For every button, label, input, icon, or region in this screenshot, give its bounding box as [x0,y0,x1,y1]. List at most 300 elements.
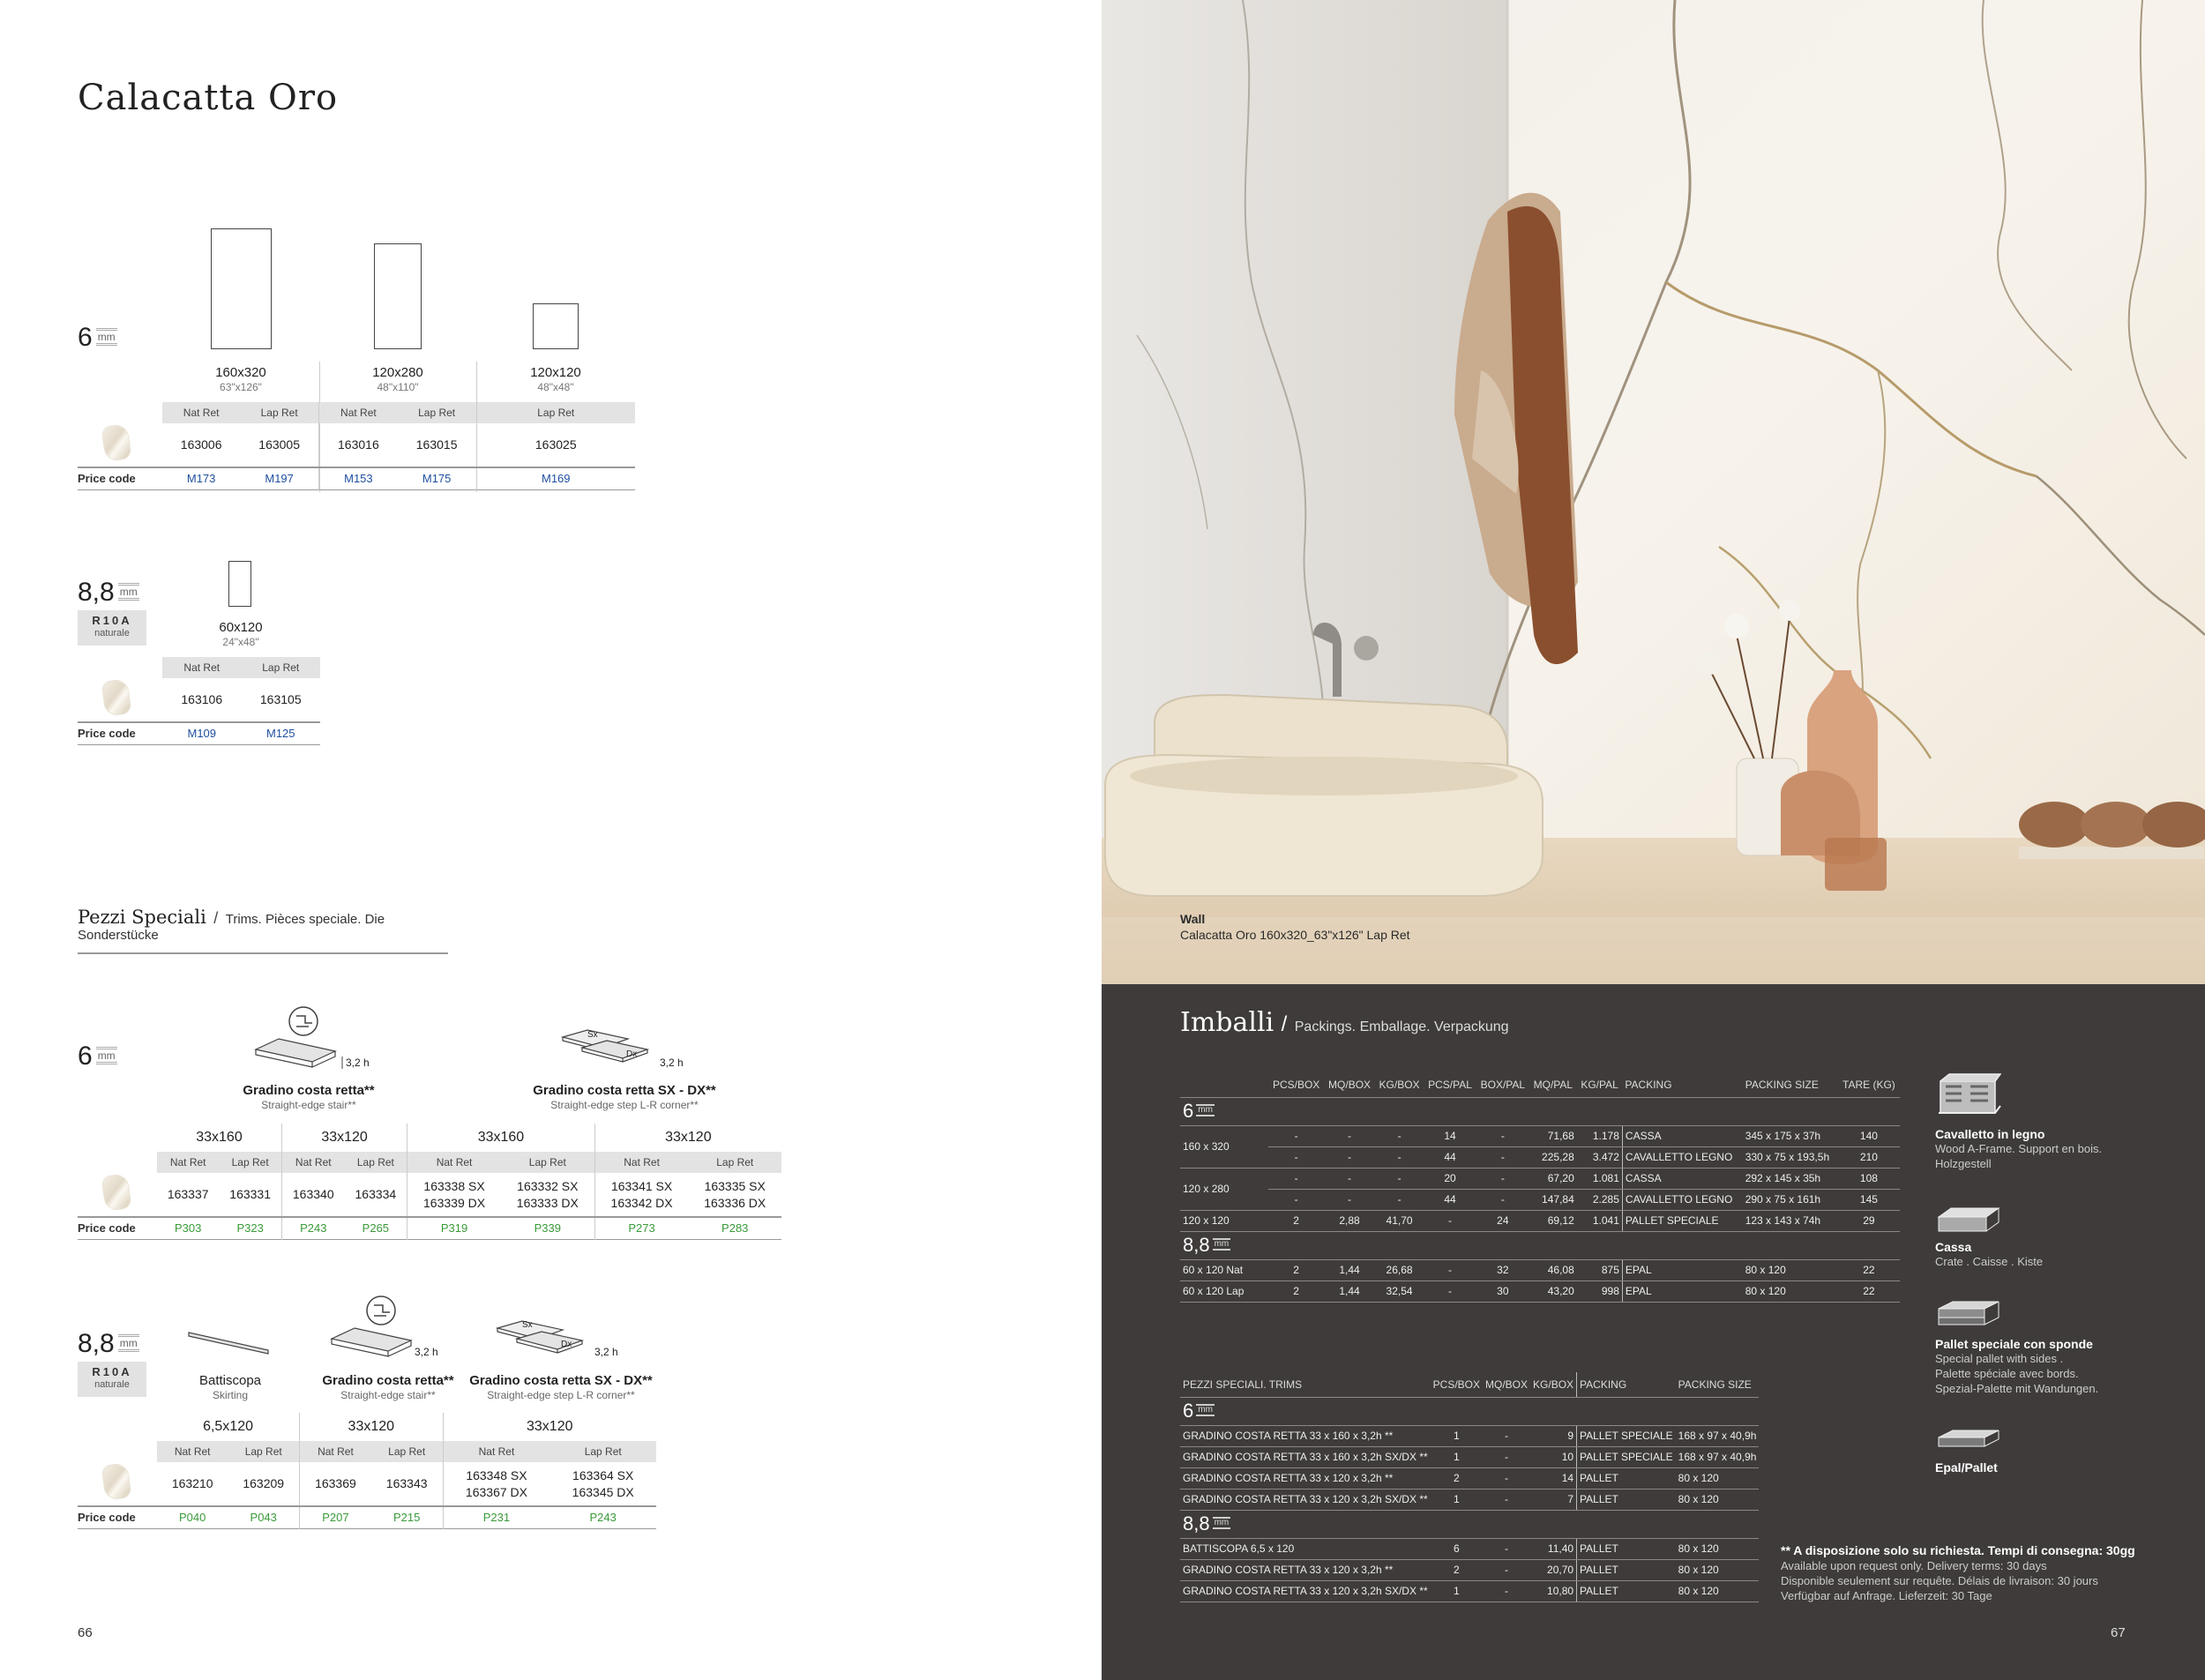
row-size: 60 x 120 Nat [1180,1259,1268,1281]
col-header: Nat Ret [594,1152,688,1173]
product-code: 163367 DX [465,1484,527,1499]
cell: 875 [1577,1259,1623,1281]
col-header: PACKING [1622,1072,1742,1097]
cell: 2,88 [1324,1210,1375,1231]
trim-label-stair [176,1083,441,1113]
note-text: Disponible seulement sur requête. Délais de livraison: 30 jours [1781,1574,2098,1587]
product-code: 163332 SX [517,1178,579,1193]
cell: - [1324,1168,1375,1189]
product-code: 163338 SX [423,1178,485,1193]
skirting-icon [185,1327,273,1359]
col-header: Lap Ret [242,657,321,678]
cell: 1 [1431,1425,1483,1446]
price-code: P339 [501,1217,594,1239]
legend-crate [1935,1240,2043,1269]
col-header: MQ/PAL [1529,1072,1577,1097]
cell: - [1324,1146,1375,1168]
group-6mm [1183,1401,1756,1421]
col-header: KG/BOX [1530,1372,1577,1397]
product-code: 163342 DX [610,1195,673,1210]
mm-unit: mm [118,1334,139,1352]
cell: 44 [1424,1189,1476,1210]
price-code: P040 [157,1506,228,1528]
legend-text: Crate . Caisse . Kiste [1935,1255,2044,1268]
cell: 80 x 120 [1676,1559,1760,1580]
cell: 46,08 [1529,1259,1577,1281]
col-header: TARE (KG) [1838,1072,1900,1097]
product-code: 163336 DX [704,1195,766,1210]
price-code: P303 [157,1217,219,1239]
legend-text: Special pallet with sides . [1935,1352,2064,1365]
cell: - [1483,1580,1530,1602]
price-code: P323 [219,1217,281,1239]
cell: 1,44 [1324,1281,1375,1302]
legend-title: Cassa [1935,1240,1972,1254]
group-6mm [1183,1101,1897,1121]
cell: CAVALLETTO LEGNO [1622,1189,1742,1210]
product-code: 163343 [385,1476,428,1490]
product-code: 163005 [258,437,300,452]
photo-caption [1180,911,1410,943]
cell: 1.178 [1577,1125,1623,1146]
cell: 998 [1577,1281,1623,1302]
cell: 71,68 [1529,1125,1577,1146]
heading-subtitle: Packings. Emballage. Verpackung [1294,1019,1509,1034]
product-code: 163364 SX [572,1467,634,1482]
trim-label-corner [483,1083,766,1113]
mm-unit: mm [1214,1239,1230,1249]
cell: 2 [1431,1467,1483,1489]
page-title: Calacatta Oro [78,78,339,118]
price-code-label: Price code [78,1506,157,1528]
price-code: P273 [594,1217,688,1239]
cell: - [1476,1168,1529,1189]
size-inch: 24"x48" [222,636,259,648]
size-label: 60x120 [219,620,263,635]
tile-shape-120x120 [533,303,579,349]
legend-title: Pallet speciale con sponde [1935,1337,2093,1351]
special-pallet-icon [1935,1298,2001,1330]
cell: 2.285 [1577,1189,1623,1210]
mm-unit: mm [96,1047,117,1064]
cell: 2 [1268,1259,1324,1281]
cell: 3.472 [1577,1146,1623,1168]
size-header-160x320 [162,365,319,395]
group-thickness: 6 [1183,1400,1194,1422]
price-code-label: Price code [78,467,162,489]
tile-swatch [78,423,162,467]
bathroom-photo [1102,0,2205,984]
col-header: BOX/PAL [1476,1072,1529,1097]
cell: - [1375,1168,1424,1189]
product-code: 163105 [259,692,302,706]
col-header: Nat Ret [443,1441,549,1462]
col-header: MQ/BOX [1324,1072,1375,1097]
product-table-8-8mm [78,657,320,745]
r10a-badge [78,1362,146,1397]
trim-name: GRADINO COSTA RETTA 33 x 120 x 3,2h ** [1180,1559,1431,1580]
tile-swatch [78,1173,157,1217]
price-code: M153 [319,467,398,489]
cell: - [1424,1210,1476,1231]
col-header: PCS/BOX [1431,1372,1483,1397]
cell: - [1375,1146,1424,1168]
col-header: Lap Ret [219,1152,281,1173]
price-code: M169 [476,467,635,489]
cell: - [1268,1125,1324,1146]
col-header: Nat Ret [300,1441,371,1462]
mm-unit: mm [96,328,117,346]
finish-label: naturale [94,628,130,638]
cell: 24 [1476,1210,1529,1231]
mm-unit: mm [1198,1405,1213,1415]
crate-icon [1935,1205,2001,1236]
cell: 210 [1838,1146,1900,1168]
price-code: P319 [407,1217,501,1239]
trim-table-8-8mm [78,1413,656,1529]
product-code: 163106 [181,692,223,706]
product-code: 163345 DX [572,1484,634,1499]
cell: 1.081 [1577,1168,1623,1189]
finish-label: naturale [94,1379,130,1390]
product-code: 163016 [319,423,398,467]
cell: 80 x 120 [1676,1467,1760,1489]
cell: 11,40 [1530,1538,1577,1559]
col-header: PACKING [1577,1372,1676,1397]
product-code: 163209 [243,1476,285,1490]
trim-title: Battiscopa [198,1373,262,1388]
cell: 9 [1530,1425,1577,1446]
mm-unit: mm [1214,1518,1230,1527]
legend-epal [1935,1460,1998,1475]
tile-shape-120x280 [374,243,422,349]
cell: PALLET [1577,1559,1676,1580]
product-code: 163369 [300,1462,371,1506]
cell: 22 [1838,1281,1900,1302]
product-code-pair [594,1173,688,1217]
col-header: Lap Ret [501,1152,594,1173]
cell: 7 [1530,1489,1577,1510]
size-inch: 48"x48" [537,381,574,393]
row-size: 160 x 320 [1180,1125,1268,1168]
cell: - [1483,1489,1530,1510]
cell: PALLET [1577,1580,1676,1602]
product-code: 163335 SX [704,1178,766,1193]
cell: 1.041 [1577,1210,1623,1231]
col-header: Lap Ret [345,1152,407,1173]
wooden-a-frame-icon [1935,1072,2001,1122]
cell: - [1268,1189,1324,1210]
cell: PALLET [1577,1489,1676,1510]
cell: 29 [1838,1210,1900,1231]
cell: - [1268,1168,1324,1189]
trim-name: GRADINO COSTA RETTA 33 x 120 x 3,2h SX/DX ** [1180,1580,1431,1602]
product-code: 163334 [355,1187,397,1201]
tile-swatch [78,678,162,722]
trim-size: 33x120 [443,1413,656,1441]
cell: - [1375,1125,1424,1146]
group-thickness: 8,8 [1183,1512,1210,1534]
cell: 20,70 [1530,1559,1577,1580]
height-label: 3,2 h [660,1057,684,1069]
tile-swatch [78,1462,157,1506]
cell: 6 [1431,1538,1483,1559]
cell: 22 [1838,1259,1900,1281]
cell: 290 x 75 x 161h [1743,1189,1838,1210]
price-code: P043 [228,1506,299,1528]
cell: 330 x 75 x 193,5h [1743,1146,1838,1168]
packing-table [1180,1072,1900,1303]
col-header: Lap Ret [549,1441,656,1462]
size-label: 160x320 [215,365,266,380]
price-code: P243 [281,1217,344,1239]
trim-subtitle: Straight-edge step L-R corner** [487,1389,635,1401]
trim-name: GRADINO COSTA RETTA 33 x 120 x 3,2h ** [1180,1467,1431,1489]
trim-size: 33x160 [196,1130,243,1145]
r10a-badge [78,610,146,646]
price-code: P231 [443,1506,549,1528]
page-number: 67 [2111,1625,2126,1640]
product-code: 163015 [415,437,458,452]
cell: PALLET SPECIALE [1622,1210,1742,1231]
trim-title: Gradino costa retta** [322,1373,454,1388]
section-heading-trims [78,907,448,954]
cell: 10 [1530,1446,1577,1467]
thickness-8-8mm-trims [78,1331,139,1357]
col-header: Nat Ret [162,657,242,678]
cell: 30 [1476,1281,1529,1302]
product-code: 163337 [167,1187,209,1201]
group-8-8mm [1183,1236,1897,1255]
product-table-6mm [78,402,635,490]
cell: - [1424,1259,1476,1281]
cell: 43,20 [1529,1281,1577,1302]
heading-slash: / [213,909,219,927]
col-header: Lap Ret [228,1441,299,1462]
dx-label: Dx [626,1049,638,1059]
cell: 292 x 145 x 35h [1743,1168,1838,1189]
dx-label: Dx [561,1340,572,1349]
col-header: PACKING SIZE [1743,1072,1838,1097]
cell: 1 [1431,1580,1483,1602]
col-header: Nat Ret [162,402,240,423]
price-code: P215 [371,1506,443,1528]
col-header: PEZZI SPECIALI. TRIMS [1180,1372,1431,1397]
product-code: 163331 [229,1187,271,1201]
cell: PALLET [1577,1538,1676,1559]
heading-title: Pezzi Speciali [78,907,206,928]
cell: - [1483,1446,1530,1467]
epal-pallet-icon [1935,1429,2001,1453]
cell: CASSA [1622,1168,1742,1189]
cell: PALLET SPECIALE [1577,1425,1676,1446]
group-thickness: 8,8 [1183,1234,1210,1256]
product-code-pair [407,1173,501,1217]
trim-label-stair [309,1373,467,1403]
height-label: 3,2 h [346,1057,370,1069]
cell: PALLET SPECIALE [1577,1446,1676,1467]
product-code: 163333 DX [516,1195,579,1210]
trim-name: GRADINO COSTA RETTA 33 x 120 x 3,2h SX/DX ** [1180,1489,1431,1510]
col-header: MQ/BOX [1483,1372,1530,1397]
r10a-label: R10A [92,614,132,627]
cell: 168 x 97 x 40,9h [1676,1446,1760,1467]
cell: - [1375,1189,1424,1210]
price-code: M197 [240,467,318,489]
cell: - [1476,1189,1529,1210]
caption-text: Calacatta Oro 160x320_63"x126" Lap Ret [1180,928,1410,942]
sx-label: Sx [587,1030,598,1040]
legend-title: Epal/Pallet [1935,1460,1998,1475]
trims-packing-table [1180,1372,1759,1602]
packing-heading [1180,1007,1509,1038]
mm-unit: mm [1198,1105,1213,1115]
thickness-6mm [78,325,117,351]
cell: 140 [1838,1125,1900,1146]
col-header: KG/PAL [1577,1072,1623,1097]
cell: 2 [1431,1559,1483,1580]
trim-subtitle: Straight-edge stair** [340,1389,436,1401]
cell: - [1483,1559,1530,1580]
thickness-value: 6 [78,1042,93,1071]
row-size: 60 x 120 Lap [1180,1281,1268,1302]
height-label: 3,2 h [415,1346,438,1358]
product-code: 163339 DX [423,1195,486,1210]
cell: 44 [1424,1146,1476,1168]
packing-panel [1102,984,2205,1680]
trim-subtitle: Straight-edge step L-R corner** [550,1099,699,1111]
cell: - [1324,1189,1375,1210]
cell: - [1483,1538,1530,1559]
trim-name: BATTISCOPA 6,5 x 120 [1180,1538,1431,1559]
legend-title: Cavalletto in legno [1935,1127,2045,1141]
col-header: Nat Ret [281,1152,344,1173]
col-header: Lap Ret [688,1152,781,1173]
price-code: P283 [688,1217,781,1239]
cell: 14 [1424,1125,1476,1146]
price-code-label: Price code [78,722,162,744]
size-inch: 48"x110" [377,381,419,393]
cell: 67,20 [1529,1168,1577,1189]
cell: 32,54 [1375,1281,1424,1302]
price-code: M175 [398,467,476,489]
heading-title: Imballi [1180,1007,1274,1038]
page-number: 66 [78,1625,93,1640]
cell: 2 [1268,1281,1324,1302]
cell: EPAL [1622,1281,1742,1302]
size-header-120x280 [319,365,476,395]
product-code-pair [688,1173,781,1217]
trim-size: 33x120 [300,1413,443,1441]
tile-shape-60x120 [228,561,251,607]
caption-title: Wall [1180,912,1206,926]
cell: 1 [1431,1446,1483,1467]
trim-size: 33x120 [594,1124,781,1152]
col-header: Nat Ret [407,1152,501,1173]
price-code: M125 [242,722,321,744]
price-code: P243 [549,1506,656,1528]
cell: - [1483,1425,1530,1446]
col-header: KG/BOX [1375,1072,1424,1097]
cell: PALLET [1577,1467,1676,1489]
cell: 14 [1530,1467,1577,1489]
stair-corner-icon [490,1314,596,1358]
row-size: 120 x 280 [1180,1168,1268,1210]
cell: - [1476,1125,1529,1146]
size-header-60x120 [162,620,319,650]
cell: 147,84 [1529,1189,1577,1210]
trim-title: Gradino costa retta** [243,1083,375,1098]
cell: - [1268,1146,1324,1168]
col-header: Lap Ret [398,402,476,423]
price-code: P265 [345,1217,407,1239]
cell: 80 x 120 [1676,1489,1760,1510]
size-label: 120x280 [372,365,423,380]
price-code: M109 [162,722,242,744]
cell: 225,28 [1529,1146,1577,1168]
product-code: 163210 [171,1476,213,1490]
thickness-value: 6 [78,323,93,352]
cell: - [1424,1281,1476,1302]
height-label: 3,2 h [594,1346,618,1358]
price-code-label: Price code [78,1217,157,1239]
thickness-6mm-trims [78,1043,117,1070]
col-header: Nat Ret [319,402,398,423]
cell: 80 x 120 [1676,1580,1760,1602]
cell: 80 x 120 [1743,1259,1838,1281]
note-text: Available upon request only. Delivery terms: 30 days [1781,1559,2047,1572]
heading-subtitle: Trims. Pièces speciale. Die Sonderstücke [78,912,385,943]
trim-label-skirting [155,1373,305,1403]
size-header-120x120 [476,365,635,395]
cell: 145 [1838,1189,1900,1210]
cell: 69,12 [1529,1210,1577,1231]
product-code: 163006 [180,437,222,452]
cell: 108 [1838,1168,1900,1189]
product-code: 163341 SX [610,1178,673,1193]
product-code-pair [501,1173,594,1217]
cell: - [1476,1146,1529,1168]
row-size: 120 x 120 [1180,1210,1268,1231]
heading-slash: / [1281,1012,1288,1036]
group-8-8mm [1183,1514,1756,1534]
size-label: 120x120 [530,365,581,380]
legend-special-pallet [1935,1337,2098,1396]
cell: - [1483,1467,1530,1489]
note-text: Verfügbar auf Anfrage. Lieferzeit: 30 Tage [1781,1589,1992,1602]
col-header: Nat Ret [157,1152,219,1173]
product-code: 163340 [281,1173,344,1217]
product-code-pair [549,1462,656,1506]
cell: 2 [1268,1210,1324,1231]
trim-title: Gradino costa retta SX - DX** [533,1083,716,1098]
size-inch: 63"x126" [220,381,262,393]
cell: 80 x 120 [1743,1281,1838,1302]
cell: 32 [1476,1259,1529,1281]
cell: 168 x 97 x 40,9h [1676,1425,1760,1446]
col-header: PCS/BOX [1268,1072,1324,1097]
trim-size: 6,5x120 [203,1419,253,1434]
trim-table-6mm [78,1124,781,1240]
cell: 26,68 [1375,1259,1424,1281]
cell: 41,70 [1375,1210,1424,1231]
cell: 1 [1431,1489,1483,1510]
col-header: Lap Ret [476,402,635,423]
legend-a-frame [1935,1127,2102,1171]
col-header: Lap Ret [371,1441,443,1462]
trim-name: GRADINO COSTA RETTA 33 x 160 x 3,2h ** [1180,1425,1431,1446]
col-header: PACKING SIZE [1676,1372,1760,1397]
